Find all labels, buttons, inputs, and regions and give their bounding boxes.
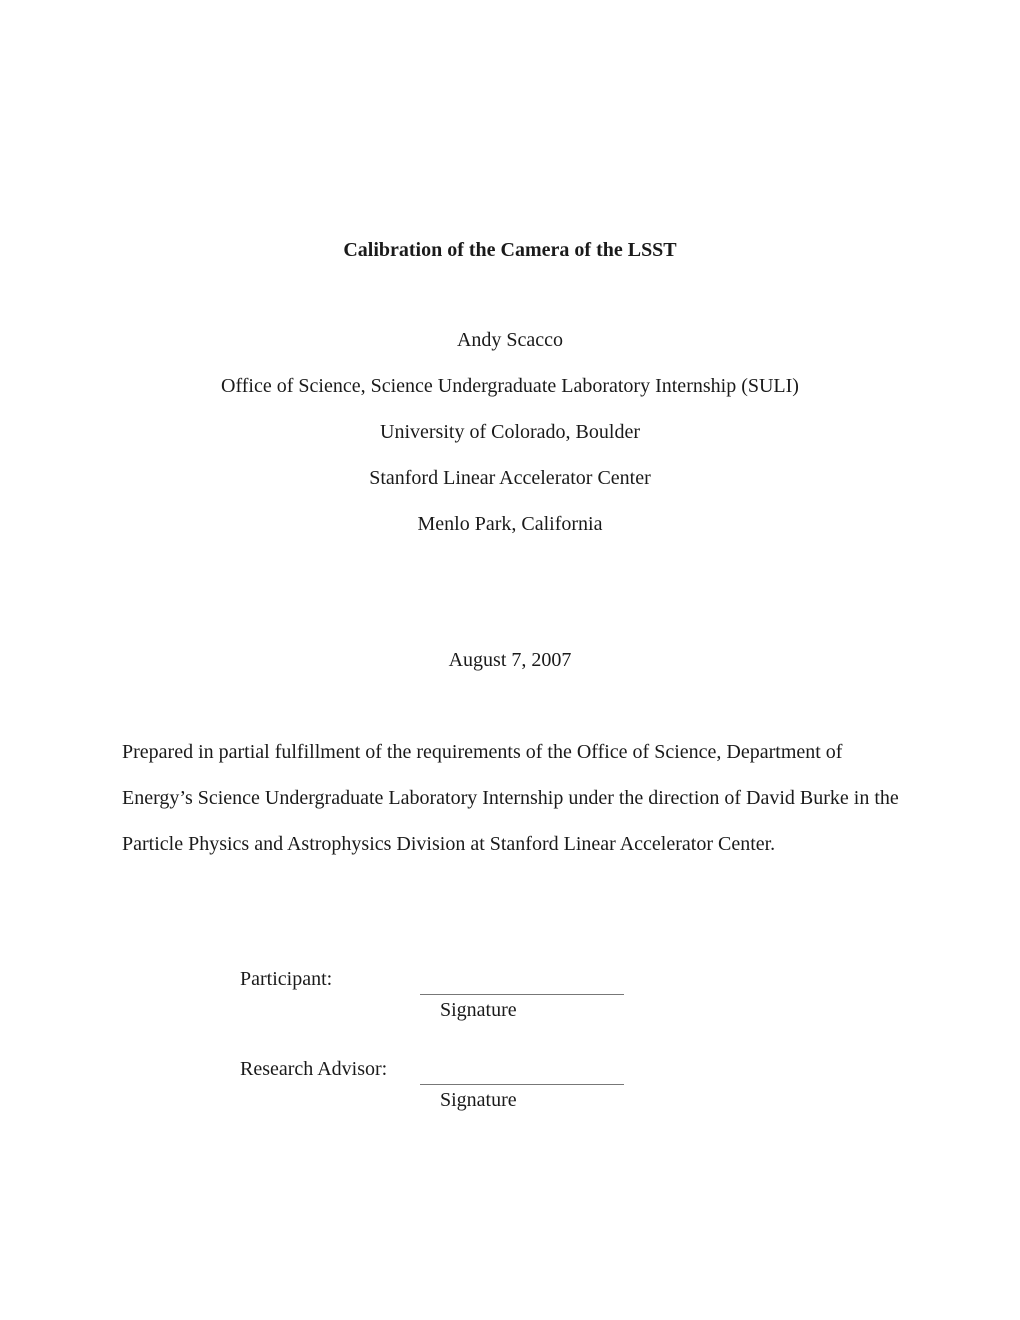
university-line: University of Colorado, Boulder <box>380 421 640 443</box>
advisor-signature-caption: Signature <box>440 1089 517 1111</box>
advisor-signature-line <box>420 1053 624 1085</box>
institution-line: Stanford Linear Accelerator Center <box>369 467 651 489</box>
advisor-signature-row <box>240 1053 624 1113</box>
advisor-signature-field <box>420 1053 624 1113</box>
fulfillment-statement <box>122 729 952 867</box>
participant-signature-caption: Signature <box>440 999 517 1021</box>
statement-line: Energy’s Science Undergraduate Laboratory Internship under the direction of David Burke in the <box>122 787 899 809</box>
location-line: Menlo Park, California <box>417 513 603 535</box>
author-name: Andy Scacco <box>456 329 564 351</box>
page-title: Calibration of the Camera of the LSST <box>343 239 677 261</box>
statement-line: Particle Physics and Astrophysics Division at Stanford Linear Accelerator Center. <box>122 833 776 855</box>
advisor-label: Research Advisor: <box>240 1058 388 1080</box>
participant-signature-line <box>420 963 624 995</box>
participant-signature-row <box>240 963 624 1023</box>
author-block <box>0 317 1020 547</box>
program-line: Office of Science, Science Undergraduate Laboratory Internship (SULI) <box>221 375 799 397</box>
statement-line: Prepared in partial fulfillment of the requirements of the Office of Science, Department of <box>122 741 843 763</box>
date-line: August 7, 2007 <box>448 649 572 671</box>
participant-label: Participant: <box>240 968 333 990</box>
participant-signature-field <box>420 963 624 1023</box>
